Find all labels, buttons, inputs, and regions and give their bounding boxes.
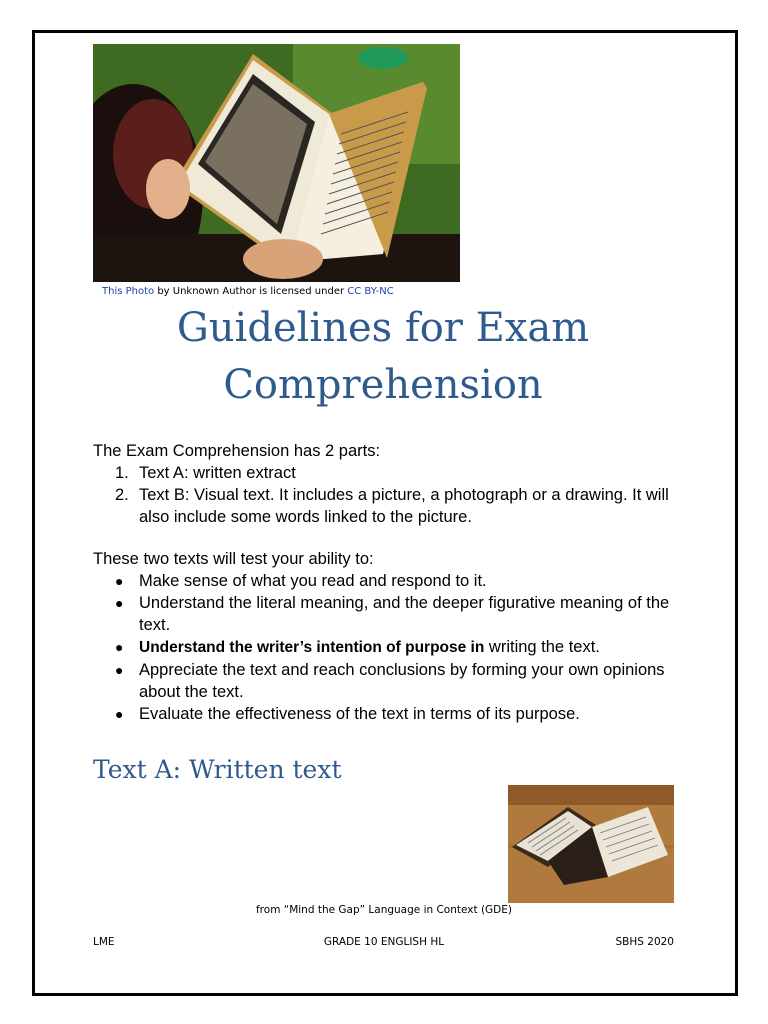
license-link[interactable]: CC BY-NC <box>347 286 394 297</box>
photo-link[interactable]: This Photo <box>102 286 155 297</box>
open-book-photo <box>93 44 460 282</box>
footer-left: LME <box>93 936 115 948</box>
title-line-2: Comprehension <box>223 362 543 408</box>
list-item-text: Text B: Visual text. It includes a picture, a photograph or a drawing. It will also include some words linked to the picture. <box>139 486 669 526</box>
list-item <box>93 636 693 659</box>
title-line-1: Guidelines for Exam <box>176 305 590 351</box>
list-number: 2. <box>115 486 129 504</box>
footer-right: SBHS 2020 <box>615 936 674 948</box>
list-item <box>93 703 693 725</box>
footer-center: GRADE 10 ENGLISH HL <box>323 936 445 948</box>
section-heading: Text A: Written text <box>93 755 342 784</box>
ability-intro: These two texts will test your ability to: <box>93 550 374 568</box>
bullet-icon: ● <box>115 573 124 589</box>
abilities-list <box>93 570 693 725</box>
list-item-bold-text: Understand the writer’s intention of purpose in <box>139 639 485 656</box>
list-number: 1. <box>115 464 129 482</box>
bullet-icon: ● <box>115 595 124 611</box>
list-item-text: Evaluate the effectiveness of the text in terms of its purpose. <box>139 705 580 723</box>
list-item-text: Text A: written extract <box>139 464 296 482</box>
list-item-text: writing the text. <box>484 638 600 656</box>
list-item <box>93 462 693 484</box>
credit-text: by Unknown Author is licensed under <box>154 286 348 297</box>
list-item <box>93 570 693 592</box>
bullet-icon: ● <box>115 662 124 678</box>
book-on-table-photo <box>508 785 674 903</box>
bullet-icon: ● <box>115 706 124 722</box>
list-item <box>93 484 693 528</box>
parts-list <box>93 462 693 528</box>
list-item <box>93 659 693 703</box>
photo-credit <box>102 286 394 297</box>
list-item-text: Make sense of what you read and respond to it. <box>139 572 487 590</box>
list-item-text: Understand the literal meaning, and the deeper figurative meaning of the text. <box>139 594 670 634</box>
list-item <box>93 592 693 636</box>
bullet-icon: ● <box>115 639 124 655</box>
list-item-text: Appreciate the text and reach conclusions by forming your own opinions about the text. <box>139 661 665 701</box>
intro-paragraph: The Exam Comprehension has 2 parts: <box>93 442 381 460</box>
page-title <box>93 300 673 414</box>
source-note: from “Mind the Gap” Language in Context (GDE) <box>255 904 512 916</box>
